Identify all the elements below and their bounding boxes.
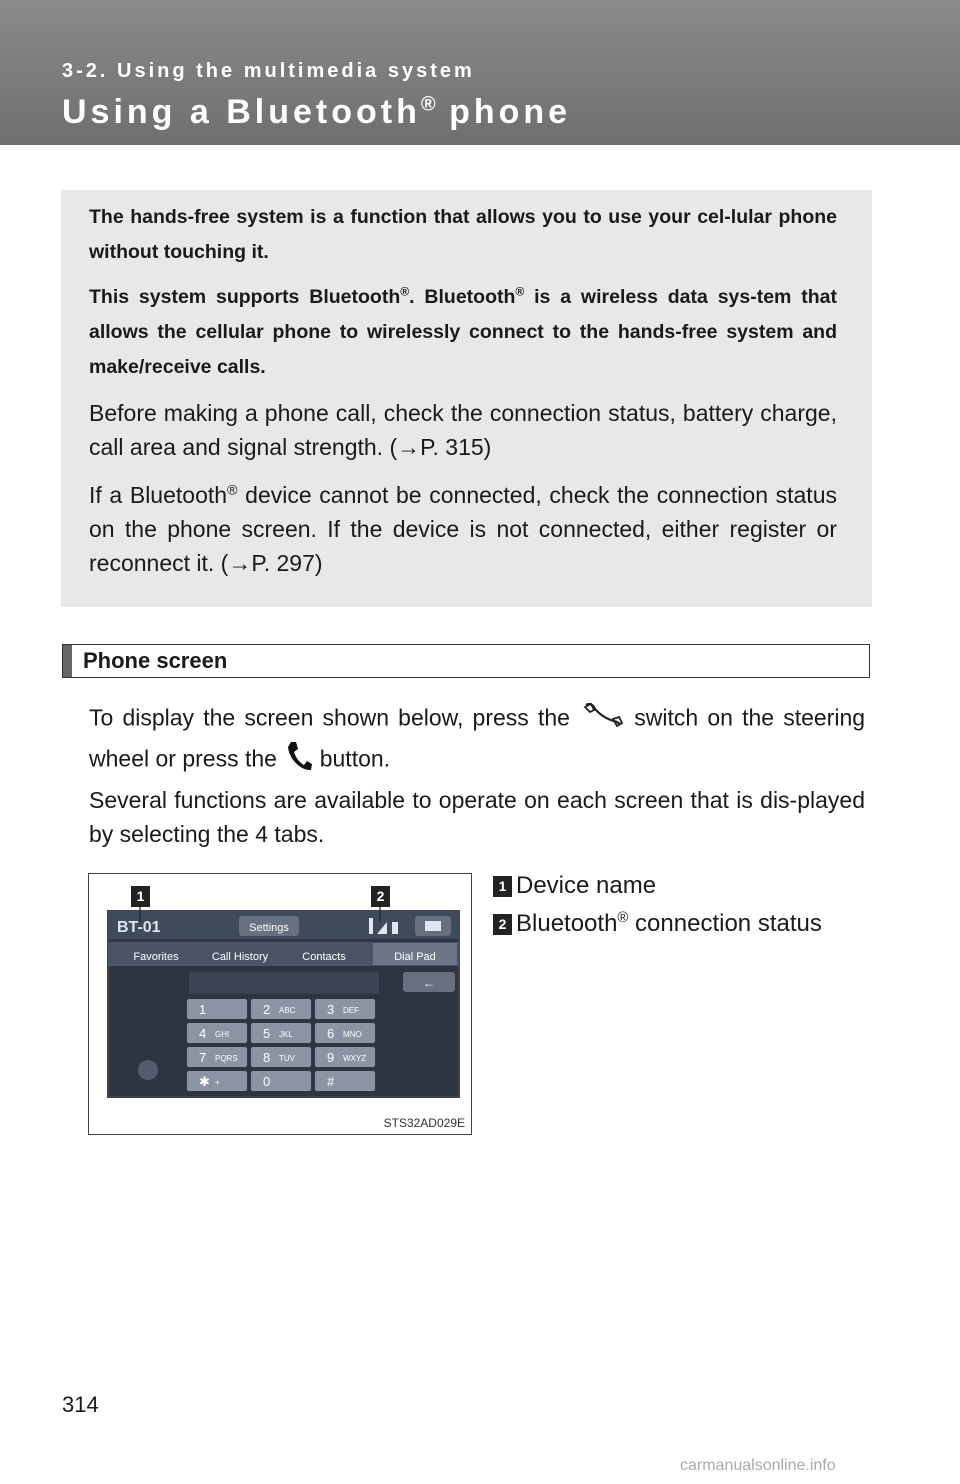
screen-settings-label: Settings [249,922,289,934]
screen-keypad-digit: 2 [263,1002,271,1017]
heading-accent-bar [63,645,72,677]
screen-tab: Dial Pad [394,951,436,963]
screen-keypad-key [315,1071,375,1091]
registered-mark: ® [227,482,238,499]
section-label: 3-2. Using the multimedia system [62,60,475,82]
intro-paragraph-2 [89,280,837,385]
screen-keypad-digit: 4 [199,1026,207,1041]
legend-text-2a: Bluetooth [516,910,618,937]
intro-p2-b: . Bluetooth [409,286,516,308]
screen-keypad-key [187,999,247,1019]
screen-keypad-key [251,1071,311,1091]
registered-mark: ® [420,93,436,116]
screen-hangup-icon [138,1060,158,1080]
figure-code: STS32AD029E [383,1116,465,1130]
registered-mark: ® [400,284,410,299]
intro-paragraph-3: Before making a phone call, check the connection status, battery charge, call area and signal strength. (→P. 315) [89,400,837,460]
legend-marker-1: 1 [493,876,512,897]
screen-keypad-letters: + [215,1078,220,1087]
screen-number-field [189,972,379,994]
watermark: carmanualsonline.info [680,1457,836,1474]
screen-tab: Contacts [302,951,346,963]
screen-device-name: BT-01 [117,919,161,936]
screen-keypad-letters: PQRS [215,1054,238,1063]
screen-keypad-letters: WXYZ [343,1054,367,1063]
screen-keypad-digit: 5 [263,1026,271,1041]
screen-keypad-digit: 3 [327,1002,335,1017]
title-text: Using a Bluetooth [62,93,421,131]
subsection-heading: Phone screen [83,648,228,673]
intro-p4-b: device cannot be connected, check the connection status on the phone screen. If the device is not connected, either register or reconnect it. (→P. 297) [89,482,837,576]
page-number: 314 [62,1392,99,1417]
screen-keypad-letters: MNO [343,1030,362,1039]
legend-item-2 [493,910,822,938]
screen-keypad-letters: JKL [279,1030,293,1039]
intro-p2-c: is a wireless data sys-tem that allows the cellular phone to wirelessly connect to the hands-free system and make/receive calls. [89,286,837,378]
callout-marker-2: 2 [371,886,390,907]
intro-paragraph-1: The hands-free system is a function that allows you to use your cel-lular phone without touching it. [89,206,837,263]
screen-keypad-digit: 9 [327,1050,335,1065]
screen-backspace-icon: ← [423,976,435,990]
phone-screen-illustration [89,874,471,1134]
screen-keypad-letters: TUV [279,1054,295,1063]
screen-keypad-digit: 8 [263,1050,271,1065]
intro-paragraph-4 [89,478,837,580]
screen-keypad-digit: 7 [199,1050,207,1065]
screen-keypad-digit: 1 [199,1002,207,1017]
body-paragraph-1 [89,700,865,782]
title-suffix: phone [435,93,572,131]
callout-marker-1: 1 [131,886,150,907]
screen-keypad-letters: ABC [279,1006,296,1015]
subsection-heading-bar [62,644,870,678]
phone-screen-figure [88,873,472,1135]
screen-tab: Favorites [133,951,179,963]
para1-c: button. [319,745,391,772]
screen-keypad-letters: DEF [343,1006,359,1015]
screen-status-icon [369,918,373,934]
screen-keypad-digit: 6 [327,1026,335,1041]
screen-envelope-icon [425,921,441,931]
screen-tab: Call History [211,951,269,963]
screen-keypad-digit: 0 [263,1074,271,1089]
page-title [62,93,571,132]
screen-battery-icon [392,922,398,934]
intro-p2-a: This system supports Bluetooth [89,286,401,308]
phone-handset-icon [283,739,313,782]
body-paragraph-2: Several functions are available to operate on each screen that is dis-played by selecting the 4 tabs. [89,787,865,847]
legend-marker-2: 2 [493,914,512,935]
screen-keypad-digit: # [327,1074,335,1089]
screen-keypad-digit: ✱ [199,1074,210,1089]
legend-text-2b: connection status [628,910,822,937]
para1-b: switch on the steering wheel or press the [89,704,866,772]
legend-text-1: Device name [516,872,657,899]
legend-item-1 [493,872,656,900]
registered-mark: ® [515,284,525,299]
intro-p4-a: If a Bluetooth [89,482,228,508]
steering-phone-switch-icon [579,700,625,739]
para1-a: To display the screen shown below, press the [89,704,570,731]
registered-mark: ® [617,910,629,926]
screen-keypad-letters: GHI [215,1030,230,1039]
